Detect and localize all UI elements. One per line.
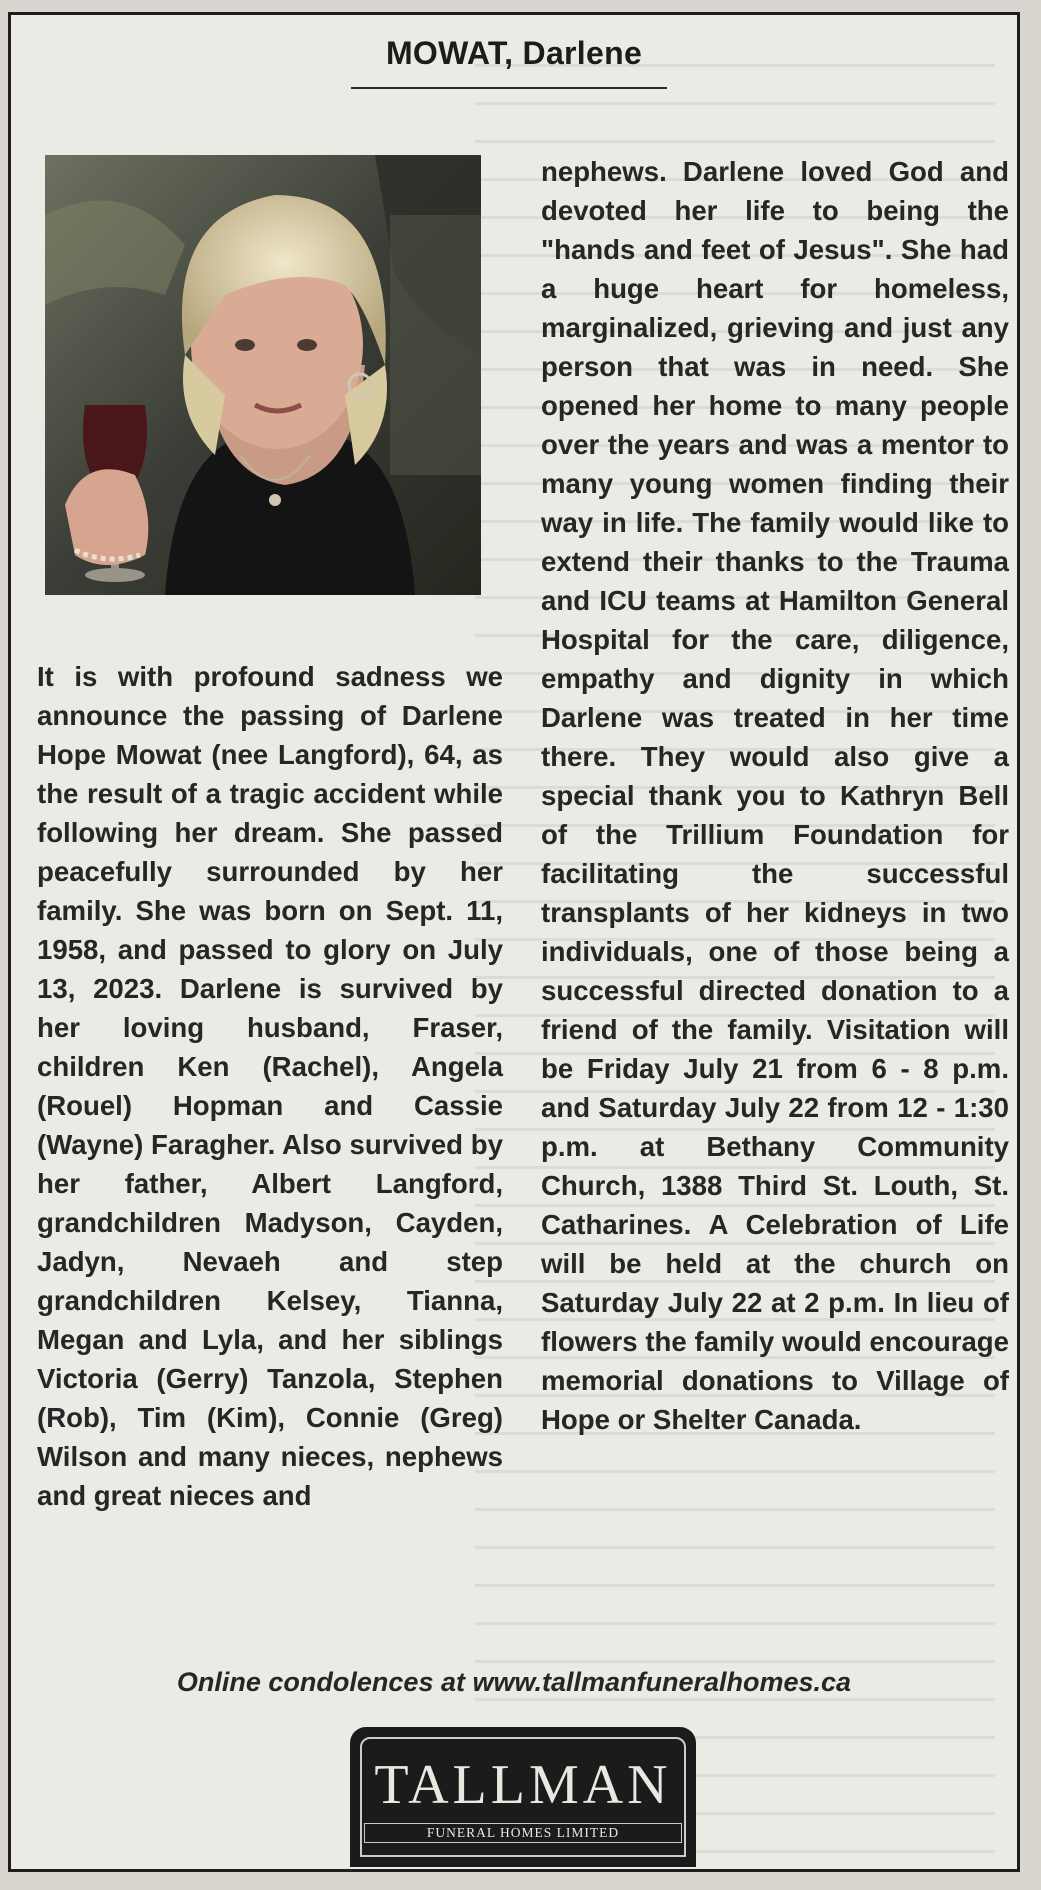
obituary-clipping [8,12,1020,1872]
tallman-logo [350,1727,696,1867]
logo-name: TALLMAN [374,1754,672,1816]
obituary-text-right: nephews. Darlene loved God and devoted her life to being the "hands and feet of Jesus". She had a huge heart for homeless, marginalized, grieving and just any person that was in need. She opened her home to many people over the years and was a mentor to many young women finding their way in life. The family would like to extend their thanks to the Trauma and ICU teams at Hamilton General Hospital for the care, diligence, empathy and dignity in which Darlene was treated in her time there. They would also give a special thank you to Kathryn Bell of the Trillium Foundation for facilitating the successful transplants of her kidneys in two individuals, one of those being a successful directed donation to a friend of the family. Visitation will be Friday July 21 from 6 - 8 p.m. and Saturday July 22 from 12 - 1:30 p.m. at Bethany Community Church, 1388 Third St. Louth, St. Catharines. A Celebration of Life will be held at the church on Saturday July 22 at 2 p.m. In lieu of flowers the family would encourage memorial donations to Village of Hope or Shelter Canada. [541,156,1009,1435]
obituary-title: MOWAT, Darlene [385,35,643,71]
title-underline [351,87,667,89]
obituary-text-left: It is with profound sadness we announce the passing of Darlene Hope Mowat (nee Langford), 64, as the result of a tragic accident while following her dream. She passed peacefully surrounded by her family. She was born on Sept. 11, 1958, and passed to glory on July 13, 2023. Darlene is survived by her loving husband, Fraser, children Ken (Rachel), Angela (Rouel) Hopman and Cassie (Wayne) Faragher. Also survived by her father, Albert Langford, grandchildren Madyson, Cayden, Jadyn, Nevaeh and step grandchildren Kelsey, Tianna, Megan and Lyla, and her siblings Victoria (Gerry) Tanzola, Stephen (Rob), Tim (Kim), Connie (Greg) Wilson and many nieces, nephews and great nieces and [37,661,503,1511]
logo-subtitle: FUNERAL HOMES LIMITED [364,1823,682,1843]
portrait-photo [45,155,481,595]
condolences-line: Online condolences at www.tallmanfuneralhomes.ca [176,1667,852,1697]
